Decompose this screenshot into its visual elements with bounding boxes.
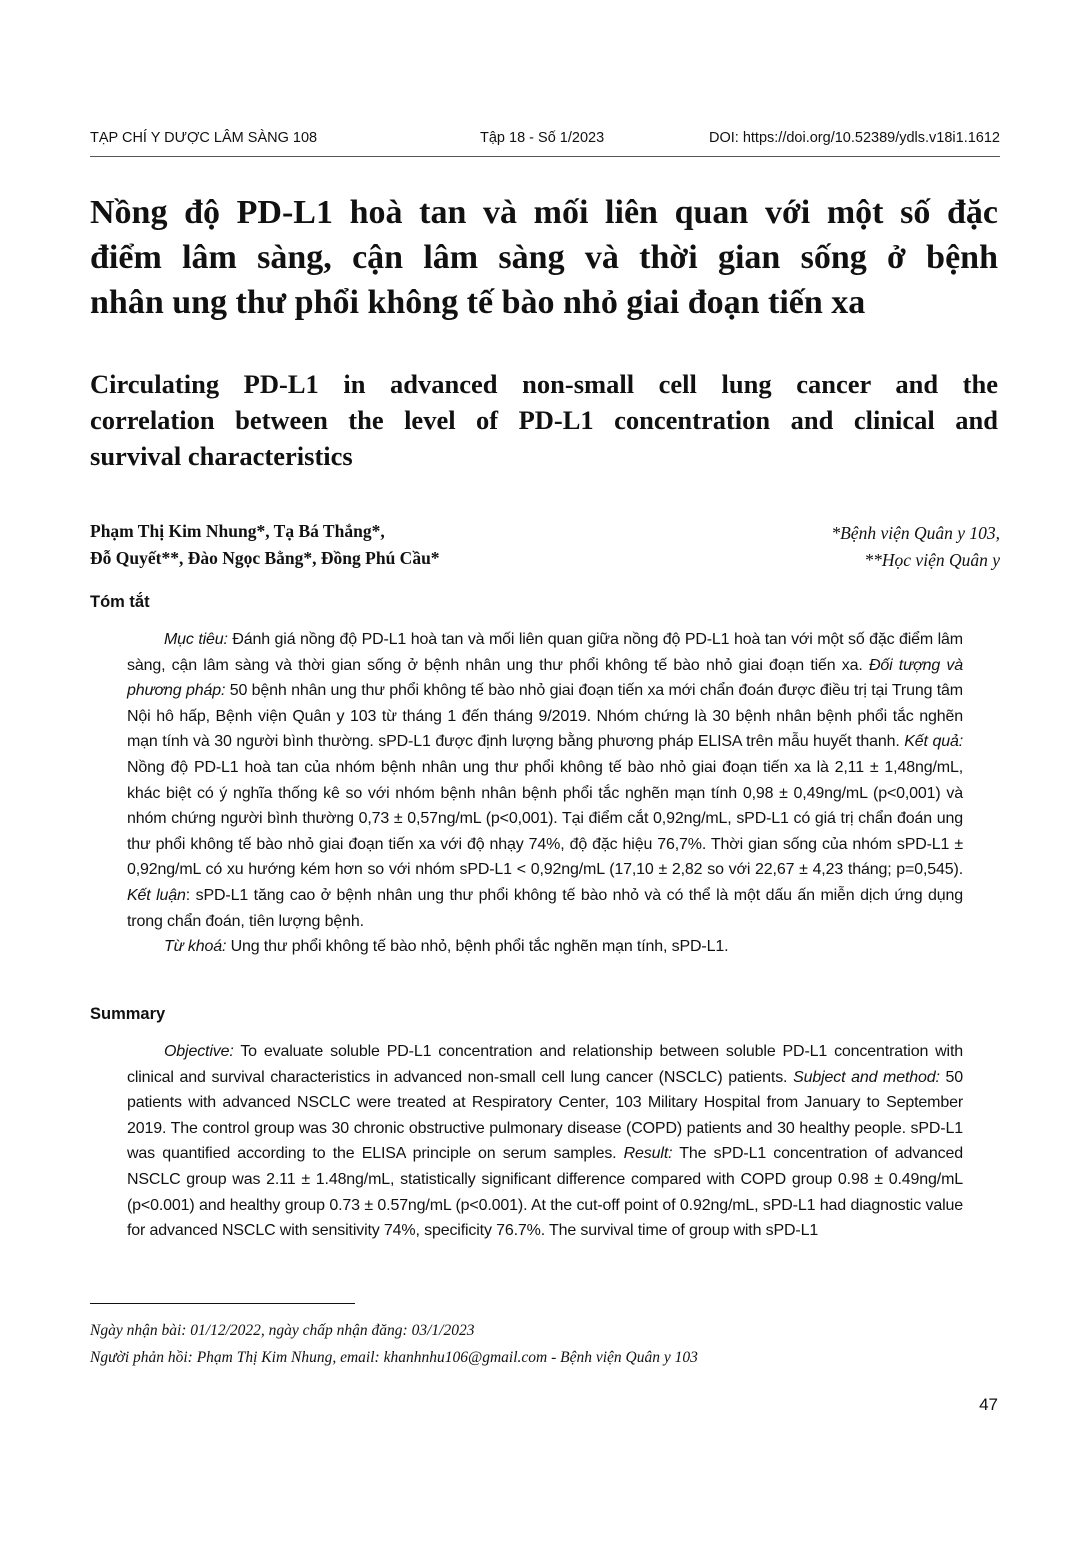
- abstract-heading: Tóm tắt: [90, 593, 150, 611]
- label: Kết quả:: [904, 733, 963, 751]
- label: Mục tiêu:: [164, 631, 228, 648]
- title-vietnamese: [90, 190, 998, 325]
- footnote-correspondence: Người phản hồi: Phạm Thị Kim Nhung, email: khanhnhu106@gmail.com - Bệnh viện Quân y 103: [90, 1349, 698, 1366]
- keywords: [127, 934, 963, 960]
- doi: DOI: https://doi.org/10.52389/ydls.v18i1.1612: [709, 130, 1000, 146]
- label: Đối tượng và phương pháp:: [127, 656, 963, 700]
- title-english: [90, 366, 998, 474]
- affiliation: *Bệnh viện Quân y 103,: [831, 523, 1000, 543]
- text: To evaluate soluble PD-L1 concentration and relationship between soluble PD-L1 concentration with clinical and survival characteristics in advanced non-small cell lung cancer (NSCLC) patients.: [127, 1043, 963, 1086]
- abstract-paragraph: [127, 627, 963, 934]
- label: Subject and method:: [793, 1068, 940, 1086]
- text: Ung thư phổi không tế bào nhỏ, bệnh phổi tắc nghẽn mạn tính, sPD-L1.: [226, 938, 729, 956]
- summary-heading: Summary: [90, 1005, 166, 1023]
- label: Kết luận: [127, 886, 186, 904]
- label: Objective:: [164, 1043, 234, 1060]
- affiliations: [831, 520, 1000, 574]
- text: : sPD-L1 tăng cao ở bệnh nhân ung thư phổi không tế bào nhỏ và có thể là một dấu ấn miễn dịch ứng dụng trong chẩn đoán, tiên lượng bệnh.: [127, 886, 964, 930]
- title-line: Circulating PD-L1 in advanced non-small cell lung cancer and the: [90, 369, 998, 399]
- text: 50 patients with advanced NSCLC were treated at Respiratory Center, 103 Military Hospital from January to September 2019. The control group was 30 chronic obstructive pulmonary disease (COPD) patients and 30 healthy people. sPD-L1 was quantified according to the ELISA principle on serum samples.: [127, 1068, 963, 1163]
- authors: [90, 518, 440, 572]
- title-line: điểm lâm sàng, cận lâm sàng và thời gian sống ở bệnh: [90, 239, 998, 276]
- abstract-english: [127, 1039, 963, 1244]
- title-line: nhân ung thư phổi không tế bào nhỏ giai đoạn tiến xa: [90, 284, 866, 321]
- abstract-vietnamese: [127, 627, 963, 960]
- text: Nồng độ PD-L1 hoà tan của nhóm bệnh nhân ung thư phổi không tế bào nhỏ giai đoạn tiến xa là 2,11 ± 1,48ng/mL, khác biệt có ý nghĩa thống kê so với nhóm bệnh nhân bệnh phổi tắc nghẽn mạn tính 0,98 ± 0,49ng/mL (p<0,001) và nhóm chứng người bình thường 0,73 ± 0,57ng/mL (p<0,001). Tại điểm cắt 0,92ng/mL, sPD-L1 có giá trị chẩn đoán ung thư phổi không tế bào nhỏ giai đoạn tiến xa với độ nhạy 74%, độ đặc hiệu 76,7%. Thời gian sống của nhóm sPD-L1 ± 0,92ng/mL có xu hướng kém hơn so với nhóm sPD-L1 < 0,92ng/mL (17,10 ± 2,82 so với 22,67 ± 4,23 tháng; p=0,545).: [127, 758, 963, 879]
- title-line: survival characteristics: [90, 441, 353, 471]
- volume-issue: Tập 18 - Số 1/2023: [480, 130, 605, 146]
- summary-paragraph: [127, 1039, 963, 1244]
- author-line: Đỗ Quyết**, Đào Ngọc Bằng*, Đồng Phú Cầu*: [90, 548, 440, 568]
- author-line: Phạm Thị Kim Nhung*, Tạ Bá Thắng*,: [90, 521, 385, 541]
- text: The sPD-L1 concentration of advanced NSCLC group was 2.11 ± 1.48ng/mL, statistically significant difference compared with COPD group 0.98 ± 0.49ng/mL (p<0.001) and healthy group 0.73 ± 0.57ng/mL (p<0.001). At the cut-off point of 0.92ng/mL, sPD-L1 had diagnostic value for advanced NSCLC with sensitivity 74%, specificity 76.7%. The survival time of group with sPD-L1: [127, 1145, 963, 1240]
- label: Từ khoá:: [164, 938, 227, 956]
- footnote-divider: [90, 1303, 355, 1304]
- footnote-dates: Ngày nhận bài: 01/12/2022, ngày chấp nhận đăng: 03/1/2023: [90, 1322, 475, 1339]
- text: Đánh giá nồng độ PD-L1 hoà tan và mối liên quan giữa nồng độ PD-L1 hoà tan với một số đặc điểm lâm sàng, cận lâm sàng và thời gian sống ở bệnh nhân ung thư phổi không tế bào nhỏ giai đoạn tiến xa.: [127, 631, 963, 674]
- running-header: [90, 128, 1000, 157]
- label: Result:: [623, 1145, 673, 1163]
- affiliation: **Học viện Quân y: [864, 550, 1000, 570]
- journal-name: TẠP CHÍ Y DƯỢC LÂM SÀNG 108: [90, 130, 318, 146]
- title-line: Nồng độ PD-L1 hoà tan và mối liên quan với một số đặc: [90, 194, 998, 231]
- title-line: correlation between the level of PD-L1 concentration and clinical and: [90, 405, 998, 435]
- page-number: 47: [979, 1395, 998, 1414]
- text: 50 bệnh nhân ung thư phổi không tế bào nhỏ giai đoạn tiến xa mới chẩn đoán được điều trị tại Trung tâm Nội hô hấp, Bệnh viện Quân y 103 từ tháng 1 đến tháng 9/2019. Nhóm chứng là 30 bệnh nhân bệnh phổi tắc nghẽn mạn tính và 30 người bình thường. sPD-L1 được định lượng bằng phương pháp ELISA trên mẫu huyết thanh.: [127, 682, 963, 751]
